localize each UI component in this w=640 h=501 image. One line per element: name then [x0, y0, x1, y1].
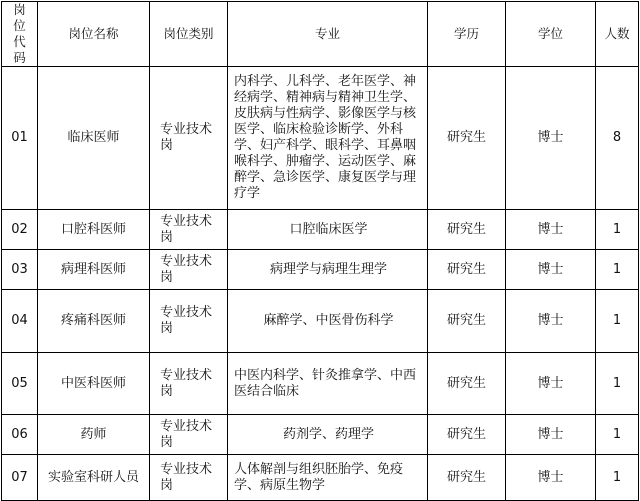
cell-code: 05: [2, 353, 38, 415]
cell-degree: 博士: [506, 67, 596, 210]
cell-degree: 博士: [506, 455, 596, 501]
header-major: 专业: [228, 2, 428, 67]
cell-count: 1: [596, 415, 639, 455]
header-row: [2, 2, 639, 67]
cell-education: 研究生: [428, 210, 506, 250]
cell-education: 研究生: [428, 67, 506, 210]
cell-count: 1: [596, 290, 639, 353]
header-category: 岗位类别: [150, 2, 228, 67]
table-row: [2, 250, 639, 290]
cell-count: 1: [596, 210, 639, 250]
cell-count: 1: [596, 455, 639, 501]
cell-category: 专业技术岗: [150, 455, 228, 501]
cell-code: 06: [2, 415, 38, 455]
cell-code: 07: [2, 455, 38, 501]
header-name: 岗位名称: [38, 2, 150, 67]
cell-major: 口腔临床医学: [228, 210, 428, 250]
cell-education: 研究生: [428, 290, 506, 353]
cell-major: 中医内科学、针灸推拿学、中西医结合临床: [228, 353, 428, 415]
table-row: [2, 353, 639, 415]
header-count: 人数: [596, 2, 639, 67]
cell-name: 实验室科研人员: [38, 455, 150, 501]
cell-major: 病理学与病理生理学: [228, 250, 428, 290]
cell-category: 专业技术岗: [150, 353, 228, 415]
cell-education: 研究生: [428, 250, 506, 290]
cell-degree: 博士: [506, 210, 596, 250]
cell-count: 1: [596, 250, 639, 290]
positions-table: [1, 1, 639, 501]
cell-major: 药剂学、药理学: [228, 415, 428, 455]
table-row: [2, 67, 639, 210]
cell-degree: 博士: [506, 353, 596, 415]
cell-code: 04: [2, 290, 38, 353]
table-row: [2, 415, 639, 455]
table-row: [2, 210, 639, 250]
cell-name: 临床医师: [38, 67, 150, 210]
cell-major: 内科学、儿科学、老年医学、神经病学、精神病与精神卫生学、皮肤病与性病学、影像医学与核医学、临床检验诊断学、外科学、妇产科学、眼科学、耳鼻咽喉科学、肿瘤学、运动医学、麻醉学、急诊医学、康复医学与理疗学: [228, 67, 428, 210]
cell-education: 研究生: [428, 415, 506, 455]
header-education: 学历: [428, 2, 506, 67]
cell-category: 专业技术岗: [150, 415, 228, 455]
cell-name: 疼痛科医师: [38, 290, 150, 353]
cell-degree: 博士: [506, 415, 596, 455]
cell-code: 01: [2, 67, 38, 210]
cell-count: 8: [596, 67, 639, 210]
cell-degree: 博士: [506, 290, 596, 353]
cell-education: 研究生: [428, 353, 506, 415]
cell-code: 02: [2, 210, 38, 250]
table-row: [2, 455, 639, 501]
cell-major: 人体解剖与组织胚胎学、免疫学、病原生物学: [228, 455, 428, 501]
cell-count: 1: [596, 353, 639, 415]
cell-education: 研究生: [428, 455, 506, 501]
header-code: 岗位代码: [2, 2, 38, 67]
cell-name: 药师: [38, 415, 150, 455]
cell-name: 中医科医师: [38, 353, 150, 415]
cell-category: 专业技术岗: [150, 67, 228, 210]
cell-code: 03: [2, 250, 38, 290]
cell-category: 专业技术岗: [150, 250, 228, 290]
header-degree: 学位: [506, 2, 596, 67]
table-row: [2, 290, 639, 353]
cell-category: 专业技术岗: [150, 210, 228, 250]
cell-name: 口腔科医师: [38, 210, 150, 250]
cell-major: 麻醉学、中医骨伤科学: [228, 290, 428, 353]
cell-name: 病理科医师: [38, 250, 150, 290]
cell-category: 专业技术岗: [150, 290, 228, 353]
cell-degree: 博士: [506, 250, 596, 290]
